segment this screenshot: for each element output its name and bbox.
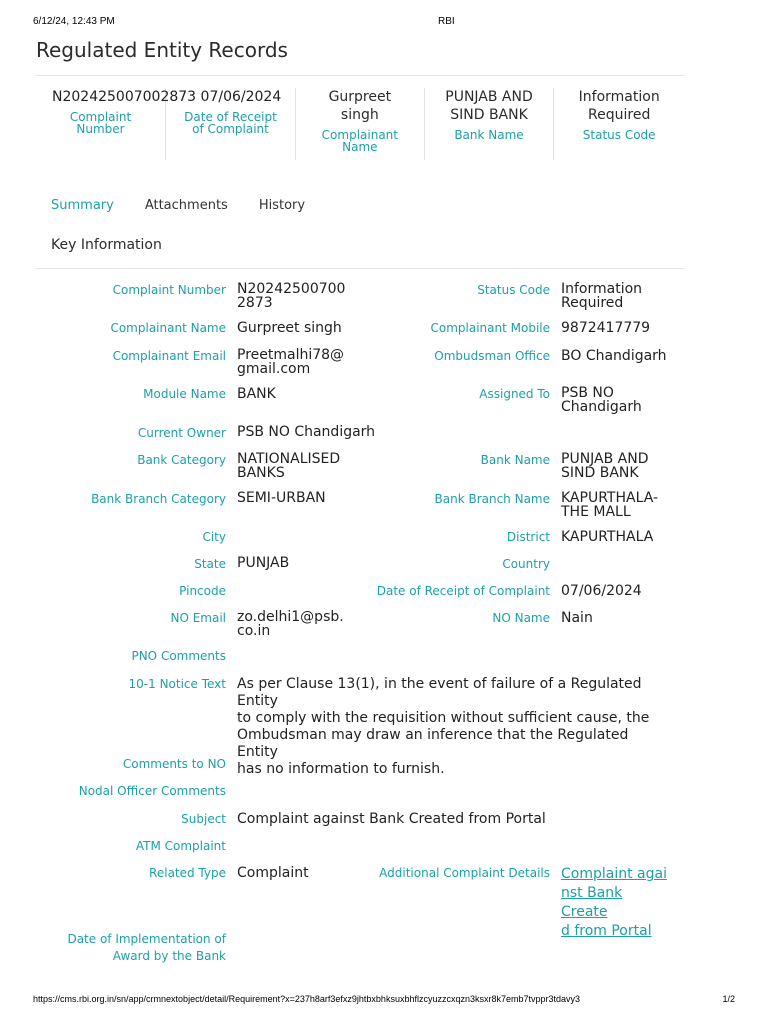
no-email-label: NO Email	[170, 611, 226, 625]
print-date: 6/12/24, 12:43 PM	[33, 16, 115, 27]
bank-category-label: Bank Category	[137, 453, 226, 467]
bank-branch-name-line-1: KAPURTHALA-	[561, 490, 659, 506]
assigned-to-line-2: Chandigarh	[561, 399, 642, 415]
bank-branch-category-value: SEMI-URBAN	[237, 490, 326, 506]
related-type-label: Related Type	[149, 866, 226, 880]
date-impl-label	[36, 931, 226, 965]
bank-branch-category-label: Bank Branch Category	[91, 492, 226, 506]
assigned-to-label: Assigned To	[479, 387, 550, 401]
highlight-bank-value-2: SIND BANK	[450, 107, 528, 123]
complainant-name-label: Complainant Name	[110, 321, 226, 335]
date-impl-label-line-1: Date of Implementation of	[67, 932, 226, 946]
bank-category-line-2: BANKS	[237, 465, 285, 481]
additional-details-line-2[interactable]: nst Bank Create	[561, 885, 623, 920]
highlight-bank	[425, 88, 555, 160]
highlight-status-value-2: Required	[588, 107, 651, 123]
highlight-complainant-value-1: Gurpreet	[328, 89, 392, 105]
assigned-to-value	[561, 386, 676, 414]
city-label: City	[202, 530, 226, 544]
highlight-complaint-number-value: N202425007002873	[52, 89, 197, 105]
page-title: Regulated Entity Records	[36, 38, 288, 62]
nodal-officer-comments-label: Nodal Officer Comments	[78, 784, 226, 798]
complainant-mobile-value: 9872417779	[561, 320, 651, 336]
module-name-label: Module Name	[143, 387, 226, 401]
bank-name-value	[561, 452, 676, 480]
date-receipt-value: 07/06/2024	[561, 583, 642, 599]
no-name-value: Nain	[561, 610, 593, 626]
highlight-complainant-label-2: Name	[342, 140, 378, 154]
no-email-line-2: co.in	[237, 623, 271, 639]
print-footer	[33, 994, 735, 1008]
date-receipt-label: Date of Receipt of Complaint	[376, 584, 550, 598]
complainant-email-value	[237, 348, 347, 376]
subject-label: Subject	[181, 812, 226, 826]
status-code-label: Status Code	[477, 283, 550, 297]
bank-name-line-1: PUNJAB AND	[561, 451, 649, 467]
related-type-value: Complaint	[237, 865, 309, 881]
highlight-date-receipt-value: 07/06/2024	[200, 89, 282, 105]
state-value: PUNJAB	[237, 555, 290, 571]
complainant-email-label: Complainant Email	[112, 349, 226, 363]
highlight-status-label: Status Code	[582, 128, 656, 142]
page-number: 1/2	[722, 994, 735, 1004]
no-email-line-1: zo.delhi1@psb.	[237, 609, 344, 625]
bank-branch-name-line-2: THE MALL	[561, 504, 631, 520]
district-value: KAPURTHALA	[561, 529, 654, 545]
status-code-line-1: Information	[561, 281, 643, 297]
highlight-status-value-1: Information	[578, 89, 660, 105]
additional-details-line-3[interactable]: d from Portal	[561, 923, 652, 939]
bank-branch-name-label: Bank Branch Name	[434, 492, 550, 506]
highlight-status	[554, 88, 684, 160]
print-title: RBI	[438, 16, 455, 27]
assigned-to-line-1: PSB NO	[561, 385, 614, 401]
divider	[36, 75, 684, 76]
complaint-number-value	[237, 282, 347, 310]
status-code-value	[561, 282, 676, 310]
complainant-name-value: Gurpreet singh	[237, 320, 342, 336]
bank-name-line-2: SIND BANK	[561, 465, 639, 481]
complaint-number-line-2: 2873	[237, 295, 273, 311]
bank-name-label: Bank Name	[480, 453, 550, 467]
highlight-complainant-value-2: singh	[340, 107, 379, 123]
notice-text-line-2: to comply with the requisition without sufficient cause, the	[237, 710, 650, 726]
state-label: State	[194, 557, 226, 571]
current-owner-label: Current Owner	[137, 426, 226, 440]
complainant-email-line-1: Preetmalhi78@	[237, 347, 345, 363]
status-code-line-2: Required	[561, 295, 624, 311]
no-email-value	[237, 610, 347, 638]
additional-details-line-1[interactable]: Complaint agai	[561, 866, 667, 882]
comments-to-no-label: Comments to NO	[122, 757, 226, 771]
tab-attachments[interactable]: Attachments	[144, 198, 228, 213]
no-name-label: NO Name	[492, 611, 550, 625]
highlight-complainant	[296, 88, 425, 160]
country-label: Country	[502, 557, 550, 571]
bank-category-line-1: NATIONALISED	[237, 451, 341, 467]
complainant-mobile-label: Complainant Mobile	[430, 321, 550, 335]
district-label: District	[506, 530, 550, 544]
notice-text-line-3: Ombudsman may draw an inference that the Regulated Entity	[237, 727, 629, 760]
notice-text-label: 10-1 Notice Text	[128, 677, 226, 691]
highlight-date-receipt-label-1: Date of Receipt	[184, 110, 277, 124]
atm-complaint-label: ATM Complaint	[135, 839, 226, 853]
additional-details-link[interactable]	[561, 865, 671, 941]
section-title: Key Information	[51, 237, 162, 253]
complaint-number-line-1: N20242500700	[237, 281, 346, 297]
divider	[36, 268, 684, 269]
complaint-highlights	[36, 88, 296, 160]
highlights-panel	[36, 88, 684, 160]
highlight-complaint-number-label-1: Complaint	[69, 110, 132, 124]
ombudsman-office-label: Ombudsman Office	[434, 349, 550, 363]
bank-branch-name-value	[561, 491, 676, 519]
subject-value: Complaint against Bank Created from Portal	[237, 811, 546, 827]
module-name-value: BANK	[237, 386, 276, 402]
ombudsman-office-value: BO Chandigarh	[561, 348, 667, 364]
highlight-complainant-label-1: Complainant	[321, 128, 398, 142]
additional-details-label: Additional Complaint Details	[379, 866, 550, 880]
notice-text-line-4: has no information to furnish.	[237, 761, 445, 777]
highlight-date-receipt-label-2: of Complaint	[192, 122, 269, 136]
tab-summary[interactable]: Summary	[51, 198, 114, 213]
page-url: https://cms.rbi.org.in/sn/app/crmnextobject/detail/Requirement?x=237h8arf3efxz9jhtbxbhksuxbhflzcyuzzcxqzn3ksxr8k7emb7tvppr3tdavy3	[33, 994, 581, 1004]
highlight-complaint-number-label-2: Number	[76, 122, 125, 136]
date-impl-label-line-2: Award by the Bank	[112, 949, 226, 963]
bank-category-value	[237, 452, 347, 480]
print-header	[33, 16, 735, 30]
highlight-bank-label: Bank Name	[454, 128, 524, 142]
complainant-email-line-2: gmail.com	[237, 361, 311, 377]
tab-bar	[51, 198, 336, 213]
complaint-highlight-values	[52, 88, 281, 106]
notice-text-line-1: As per Clause 13(1), in the event of failure of a Regulated Entity	[237, 676, 642, 709]
pno-comments-label: PNO Comments	[131, 649, 226, 663]
highlight-bank-value-1: PUNJAB AND	[445, 89, 533, 105]
tab-history[interactable]: History	[258, 198, 306, 213]
pincode-label: Pincode	[179, 584, 226, 598]
current-owner-value: PSB NO Chandigarh	[237, 424, 376, 440]
complaint-number-label: Complaint Number	[112, 283, 226, 297]
notice-text-value	[237, 676, 667, 778]
